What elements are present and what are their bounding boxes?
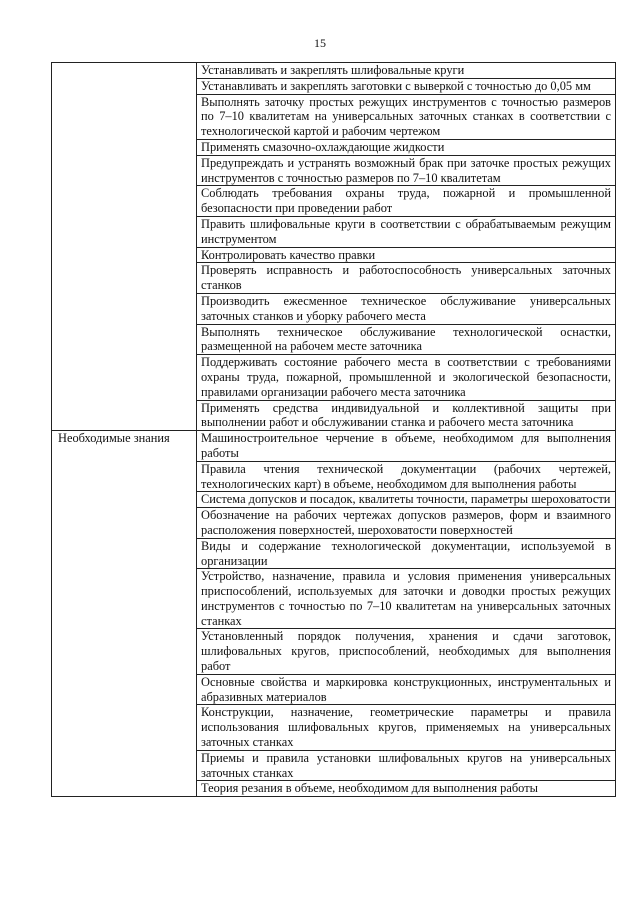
requirement-item: Правила чтения технической документации (рабочих чертежей, технологических карт) в объеме, необходимом для выполнения работы [197, 461, 616, 492]
requirement-item: Предупреждать и устранять возможный брак при заточке простых режущих инструментов с точностью размеров по 7–10 квалитетам [197, 155, 616, 186]
requirement-item: Выполнять заточку простых режущих инструментов с точностью размеров по 7–10 квалитетам на универсальных заточных станках в соответствии с технологической картой и рабочим чертежом [197, 94, 616, 139]
requirement-item: Контролировать качество правки [197, 247, 616, 263]
requirement-item: Виды и содержание технологической документации, используемой в организации [197, 538, 616, 569]
requirement-item: Устанавливать и закреплять шлифовальные круги [197, 63, 616, 79]
requirement-item: Применять средства индивидуальной и коллективной защиты при выполнении работ и обслуживании станка и рабочего места заточника [197, 400, 616, 431]
requirement-item: Поддерживать состояние рабочего места в соответствии с требованиями охраны труда, пожарной, промышленной и экологической безопасности, правилами организации рабочего места заточника [197, 355, 616, 400]
requirement-item: Основные свойства и маркировка конструкционных, инструментальных и абразивных материалов [197, 674, 616, 705]
table-row [52, 431, 616, 462]
requirement-item: Обозначение на рабочих чертежах допусков размеров, форм и взаимного расположения поверхностей, шероховатости поверхностей [197, 508, 616, 539]
section-label: Необходимые знания [52, 431, 197, 797]
section-label [52, 63, 197, 431]
requirement-item: Теория резания в объеме, необходимом для выполнения работы [197, 781, 616, 797]
requirement-item: Система допусков и посадок, квалитеты точности, параметры шероховатости [197, 492, 616, 508]
requirement-item: Соблюдать требования охраны труда, пожарной и промышленной безопасности при проведении работ [197, 186, 616, 217]
requirement-item: Устройство, назначение, правила и условия применения универсальных приспособлений, используемых для заточки и доводки простых режущих инструментов с точностью по 7–10 квалитетам на универсальных заточных станках [197, 569, 616, 629]
table-row [52, 63, 616, 79]
requirement-item: Выполнять техническое обслуживание технологической оснастки, размещенной на рабочем месте заточника [197, 324, 616, 355]
requirements-table [51, 62, 616, 797]
requirement-item: Править шлифовальные круги в соответствии с обрабатываемым режущим инструментом [197, 216, 616, 247]
requirement-item: Установленный порядок получения, хранения и сдачи заготовок, шлифовальных кругов, приспособлений, необходимых для выполнения работ [197, 629, 616, 674]
requirement-item: Приемы и правила установки шлифовальных кругов на универсальных заточных станках [197, 750, 616, 781]
requirement-item: Проверять исправность и работоспособность универсальных заточных станков [197, 263, 616, 294]
requirement-item: Применять смазочно-охлаждающие жидкости [197, 139, 616, 155]
requirements-table-body [52, 63, 616, 797]
requirement-item: Производить ежесменное техническое обслуживание универсальных заточных станков и уборку рабочего места [197, 293, 616, 324]
requirement-item: Машиностроительное черчение в объеме, необходимом для выполнения работы [197, 431, 616, 462]
requirement-item: Устанавливать и закреплять заготовки с выверкой с точностью до 0,05 мм [197, 78, 616, 94]
requirement-item: Конструкции, назначение, геометрические параметры и правила использования шлифовальных кругов, применяемых на универсальных заточных станках [197, 705, 616, 750]
page-number: 15 [314, 36, 326, 50]
